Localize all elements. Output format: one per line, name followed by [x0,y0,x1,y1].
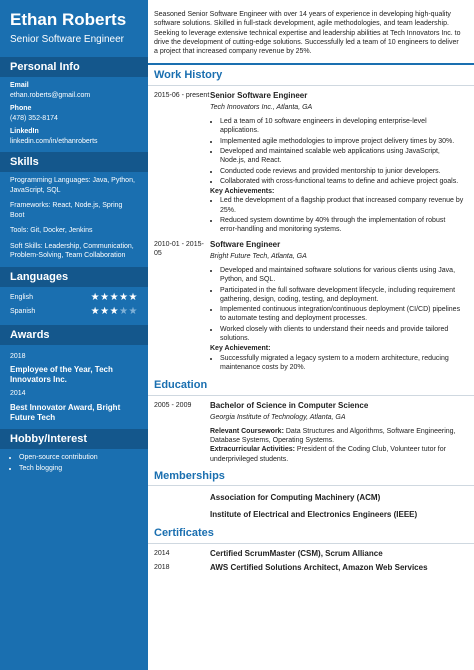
star-filled-icon: ★ [90,305,101,317]
star-empty-icon: ★ [119,305,129,317]
hobby-heading: Hobby/Interest [0,429,148,449]
work-title: Software Engineer [210,239,281,249]
work-company: Bright Future Tech, Atlanta, GA [210,252,307,260]
languages-heading: Languages [0,267,148,287]
achievement-bullet: • Reduced system downtime by 40% through the implementation of robust error-handling and monitoring systems. [220,216,464,235]
rating-stars [91,293,138,303]
work-company: Tech Innovators Inc., Atlanta, GA [210,103,313,111]
hobby-item: • Tech blogging [19,464,138,474]
awards-heading: Awards [0,325,148,345]
phone-value: (478) 352-8174 [10,114,58,122]
star-filled-icon: ★ [100,291,110,303]
work-bullet: • Participated in the full software development lifecycle, including requirement gathering, design, coding, testing, and deployment. [220,286,464,305]
award-year: 2014 [10,390,26,397]
membership-item: Association for Computing Machinery (ACM) [210,493,381,503]
certificate-title: AWS Certified Solutions Architect, Amazon Web Services [210,562,428,572]
email-label: Email [10,82,29,89]
award-title: Employee of the Year, Tech Innovators Inc. [10,365,113,384]
coursework [210,427,464,446]
extracurricular-text: President of the Coding Club, Volunteer tutor for underprivileged students. [210,446,446,463]
hobby-list [0,449,148,474]
language-name: Spanish [10,307,36,315]
skill-item: Programming Languages: Java, Python, JavaScript, SQL [10,177,135,194]
certificate-title: Certified ScrumMaster (CSM), Scrum Alliance [210,548,383,558]
certificate-entry [148,561,474,575]
achievement-bullet: • Led the development of a flagship product that increased company revenue by 25%. [220,196,464,215]
rating-stars [91,307,138,317]
main-content [148,0,474,670]
coursework-text: Data Structures and Algorithms, Software Engineering, Database Systems, Operating Systems. [210,427,456,445]
education-entry [148,399,474,466]
work-bullet: • Implemented agile methodologies to improve project delivery times by 30%. [220,137,464,146]
work-bullet: • Implemented continuous integration/continuous deployment (CI/CD) pipelines to automate testing and deployment processes. [220,305,464,324]
award-title: Best Innovator Award, Bright Future Tech [10,402,121,422]
school: Georgia Institute of Technology, Atlanta, GA [210,413,346,421]
work-date: 2015-06 - present [154,91,210,99]
personal-info-heading: Personal Info [0,57,148,77]
coursework-label: Relevant Coursework: [210,427,284,435]
language-row [10,305,138,319]
header [0,0,148,51]
certificate-year: 2018 [154,563,170,571]
education-date: 2005 - 2009 [154,401,192,409]
work-bullet: • Collaborated with cross-functional teams to define and achieve project goals. [220,177,464,186]
achievements-label: Key Achievement: [210,345,271,353]
linkedin-label: LinkedIn [10,128,39,135]
linkedin-value[interactable]: linkedin.com/in/ethanroberts [10,137,98,145]
skill-item: Frameworks: React, Node.js, Spring Boot [10,202,123,219]
star-filled-icon: ★ [109,291,120,303]
languages-list [0,287,148,319]
star-filled-icon: ★ [90,291,101,303]
summary: Seasoned Senior Software Engineer with over 14 years of experience in developing high-quality software solutions. Skilled in full-stack development, agile methodologies, and team leadership. Seeking to leverage extensive technical expertise and leadership abilities at Tech Innovators Inc. to drive the development of cutting-edge solutions. Successfully led a team of 10 engineers to deliver a project that increased company revenue by 25%. [148,0,474,65]
extracurricular-label: Extracurricular Activities: [210,446,295,454]
star-filled-icon: ★ [109,305,120,317]
award-year: 2018 [10,352,26,360]
work-bullet: • Developed and maintained software solutions for various clients using Java, Python, and SQL. [220,266,464,285]
email-value[interactable]: ethan.roberts@gmail.com [10,91,91,99]
achievements-label: Key Achievements: [210,188,275,196]
achievement-bullet: • Successfully migrated a legacy system to a modern architecture, reducing maintenance costs by 20%. [220,354,464,373]
star-empty-icon: ★ [128,305,138,317]
certificates-heading: Certificates [148,523,474,543]
work-bullet: • Conducted code reviews and provided mentorship to junior developers. [220,167,464,176]
star-filled-icon: ★ [119,291,129,303]
work-entry [148,89,474,238]
extracurricular [210,445,464,464]
skill-item: Tools: Git, Docker, Jenkins [10,227,93,234]
work-bullet: • Worked closely with clients to understand their needs and provide tailored solutions. [220,325,464,344]
skill-item: Soft Skills: Leadership, Communication, Problem-Solving, Team Collaboration [10,242,134,259]
candidate-name: Ethan Roberts [10,10,127,29]
memberships-heading: Memberships [148,466,474,486]
personal-info [0,77,148,146]
education-heading: Education [148,375,474,395]
sidebar [0,0,148,670]
candidate-job-title: Senior Software Engineer [10,34,124,45]
language-name: English [10,293,33,301]
certificate-entry [148,547,474,561]
work-bullet: • Led a team of 10 software engineers in developing enterprise-level applications. [220,117,464,136]
skills-heading: Skills [0,152,148,172]
work-title: Senior Software Engineer [210,90,308,100]
star-filled-icon: ★ [128,291,138,303]
certificate-year: 2014 [154,549,170,557]
language-row [10,291,138,305]
membership-item: Institute of Electrical and Electronics Engineers (IEEE) [210,510,418,520]
star-filled-icon: ★ [100,305,110,317]
work-bullet: • Developed and maintained scalable web applications using JavaScript, Node.js, and React. [220,147,464,166]
degree: Bachelor of Science in Computer Science [210,400,369,410]
hobby-item: • Open-source contribution [19,453,138,463]
work-entry [148,238,474,376]
work-date: 2010-01 - 2015-05 [154,240,204,257]
awards-list [0,345,148,423]
skills-list [0,172,148,261]
phone-label: Phone [10,105,32,112]
work-history-heading: Work History [148,65,474,85]
